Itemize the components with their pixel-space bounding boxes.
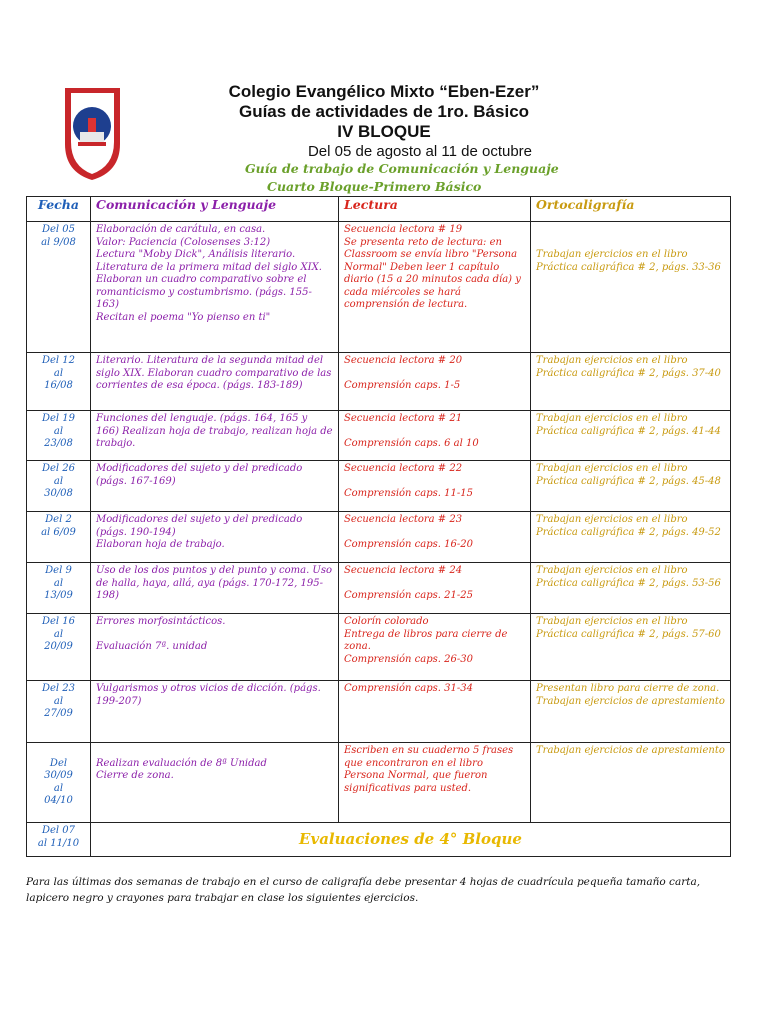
ortocaligrafia-cell: Presentan libro para cierre de zona. Trabajan ejercicios de aprestamiento (531, 681, 731, 743)
lectura-cell: Secuencia lectora # 23 Comprensión caps. 16-20 (339, 512, 531, 563)
date-cell: Del 16 al 20/09 (27, 614, 91, 681)
table-row (27, 461, 731, 512)
date-cell: Del 2 al 6/09 (27, 512, 91, 563)
table-row-evaluaciones (27, 823, 731, 857)
evaluaciones-banner: Evaluaciones de 4° Bloque (91, 823, 731, 857)
date-cell: Del 05 al 9/08 (27, 222, 91, 353)
table-row (27, 512, 731, 563)
comunicacion-cell: Vulgarismos y otros vicios de dicción. (págs. 199-207) (91, 681, 339, 743)
table-row (27, 411, 731, 461)
grade-subtitle: Cuarto Bloque-Primero Básico (267, 179, 482, 194)
date-cell: Del 12 al 16/08 (27, 353, 91, 411)
ortocaligrafia-cell: Trabajan ejercicios en el libro Práctica caligráfica # 2, págs. 37-40 (531, 353, 731, 411)
lectura-cell: Secuencia lectora # 24 Comprensión caps. 21-25 (339, 563, 531, 614)
date-cell: Del 23 al 27/09 (27, 681, 91, 743)
table-row (27, 681, 731, 743)
table-row (27, 222, 731, 353)
lectura-cell: Comprensión caps. 31-34 (339, 681, 531, 743)
ortocaligrafia-cell: Trabajan ejercicios en el libro Práctica caligráfica # 2, págs. 57-60 (531, 614, 731, 681)
lectura-cell: Colorín colorado Entrega de libros para cierre de zona. Comprensión caps. 26-30 (339, 614, 531, 681)
comunicacion-cell: Modificadores del sujeto y del predicado (págs. 190-194) Elaboran hoja de trabajo. (91, 512, 339, 563)
header-ortocaligrafia: Ortocaligrafía (531, 197, 731, 222)
comunicacion-cell: Uso de los dos puntos y del punto y coma. Uso de halla, haya, allá, aya (págs. 170-172, 195-198) (91, 563, 339, 614)
date-cell: Del 19 al 23/08 (27, 411, 91, 461)
comunicacion-cell: Literario. Literatura de la segunda mitad del siglo XIX. Elaboran cuadro comparativo de las corrientes de esa época. (págs. 183-189) (91, 353, 339, 411)
guide-title: Guías de actividades de 1ro. Básico (238, 102, 530, 121)
lectura-cell: Escriben en su cuaderno 5 frases que encontraron en el libro Persona Normal, que fueron significativas para usted. (339, 743, 531, 823)
comunicacion-cell: Modificadores del sujeto y del predicado (págs. 167-169) (91, 461, 339, 512)
comunicacion-cell: Errores morfosintácticos. Evaluación 7ª. unidad (91, 614, 339, 681)
ortocaligrafia-cell: Trabajan ejercicios en el libro Práctica caligráfica # 2, págs. 45-48 (531, 461, 731, 512)
school-name: Colegio Evangélico Mixto “Eben-Ezer” (228, 82, 540, 101)
lectura-cell: Secuencia lectora # 22 Comprensión caps. 11-15 (339, 461, 531, 512)
header-comunicacion: Comunicación y Lenguaje (91, 197, 339, 222)
header-lectura: Lectura (339, 197, 531, 222)
comunicacion-cell: Realizan evaluación de 8ª Unidad Cierre de zona. (91, 743, 339, 823)
date-cell: Del 26 al 30/08 (27, 461, 91, 512)
date-cell: Del 07 al 11/10 (27, 823, 91, 857)
ortocaligrafia-cell: Trabajan ejercicios de aprestamiento (531, 743, 731, 823)
lectura-cell: Secuencia lectora # 19 Se presenta reto de lectura: en Classroom se envía libro "Persona Normal" Deben leer 1 capítulo diario (15 a 20 minutos cada día) y cada miércoles se hará comprensión de lectura. (339, 222, 531, 353)
subject-subtitle: Guía de trabajo de Comunicación y Lenguaje (245, 161, 559, 176)
table-row (27, 563, 731, 614)
lectura-cell: Secuencia lectora # 20 Comprensión caps. 1-5 (339, 353, 531, 411)
comunicacion-cell: Elaboración de carátula, en casa. Valor: Paciencia (Colosenses 3:12) Lectura "Moby Dick", Análisis literario. Literatura de la primera mitad del siglo XIX. Elaboran un cuadro comparativo sobre el romanticismo y costumbrismo. (págs. 155-163) Recitan el poema "Yo pienso en ti" (91, 222, 339, 353)
ortocaligrafia-cell: Trabajan ejercicios en el libro Práctica caligráfica # 2, págs. 53-56 (531, 563, 731, 614)
header-fecha: Fecha (27, 197, 91, 222)
table-row (27, 743, 731, 823)
date-range: Del 05 de agosto al 11 de octubre (307, 143, 533, 160)
lectura-cell: Secuencia lectora # 21 Comprensión caps. 6 al 10 (339, 411, 531, 461)
block-title: IV BLOQUE (337, 122, 431, 141)
table-header-row (27, 197, 731, 222)
comunicacion-cell: Funciones del lenguaje. (págs. 164, 165 y 166) Realizan hoja de trabajo, realizan hoja de trabajo. (91, 411, 339, 461)
table-row (27, 614, 731, 681)
date-cell: Del 9 al 13/09 (27, 563, 91, 614)
ortocaligrafia-cell: Trabajan ejercicios en el libro Práctica caligráfica # 2, págs. 41-44 (531, 411, 731, 461)
ortocaligrafia-cell: Trabajan ejercicios en el libro Práctica caligráfica # 2, págs. 33-36 (531, 222, 731, 353)
footer-note: Para las últimas dos semanas de trabajo en el curso de caligrafía debe presentar 4 hojas de cuadrícula pequeña tamaño carta, lapicero negro y crayones para trabajar en clase los siguientes ejercicios. (26, 876, 701, 904)
date-cell: Del 30/09 al 04/10 (27, 743, 91, 823)
table-row (27, 353, 731, 411)
ortocaligrafia-cell: Trabajan ejercicios en el libro Práctica caligráfica # 2, págs. 49-52 (531, 512, 731, 563)
activities-table (26, 196, 731, 857)
